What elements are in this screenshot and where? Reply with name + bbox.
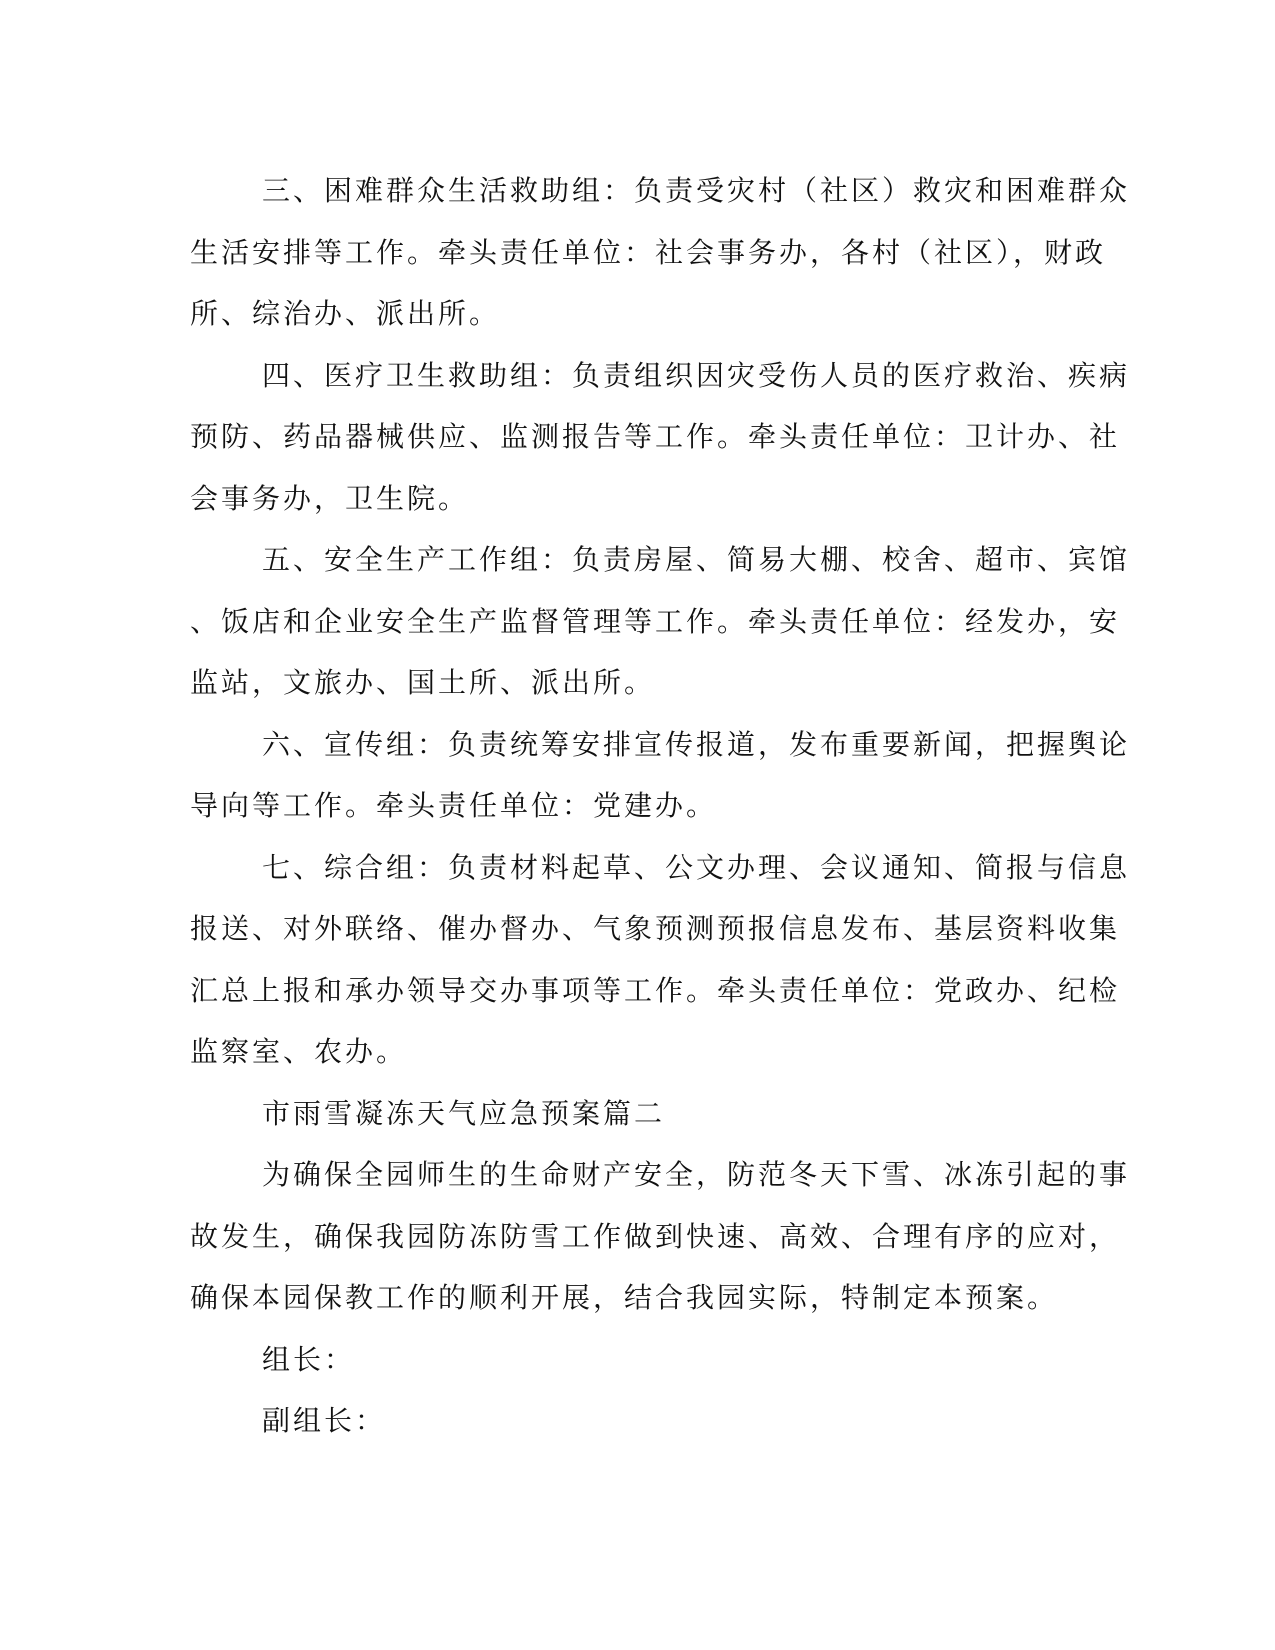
text-line: 确保本园保教工作的顺利开展，结合我园实际，特制定本预案。 [190, 1281, 1059, 1314]
text-line: 六、宣传组：负责统筹安排宣传报道，发布重要新闻，把握舆论 [262, 727, 1131, 761]
text-line: 副组长： [262, 1404, 387, 1437]
text-line: 监站，文旅办、国土所、派出所。 [190, 666, 656, 699]
text-line: 三、困难群众生活救助组：负责受灾村（社区）救灾和困难群众 [262, 174, 1131, 207]
text-line: 七、综合组：负责材料起草、公文办理、会议通知、简报与信息 [262, 850, 1131, 884]
text-line: 会事务办，卫生院。 [190, 481, 470, 515]
text-line: 监察室、农办。 [190, 1035, 408, 1068]
text-line: 汇总上报和承办领导交办事项等工作。牵头责任单位：党政办、纪检 [190, 973, 1121, 1007]
text-line: 所、综治办、派出所。 [190, 297, 501, 330]
text-line: 组长： [262, 1342, 356, 1376]
text-line: 报送、对外联络、催办督办、气象预测预报信息发布、基层资料收集 [190, 912, 1121, 945]
text-line: 为确保全园师生的生命财产安全，防范冬天下雪、冰冻引起的事 [262, 1158, 1131, 1191]
text-line: 五、安全生产工作组：负责房屋、简易大棚、校舍、超市、宾馆 [262, 543, 1131, 576]
text-line: 四、医疗卫生救助组：负责组织因灾受伤人员的医疗救治、疾病 [262, 358, 1131, 392]
text-line: 故发生，确保我园防冻防雪工作做到快速、高效、合理有序的应对， [190, 1219, 1121, 1253]
text-line: 导向等工作。牵头责任单位：党建办。 [190, 789, 718, 822]
section-heading: 市雨雪凝冻天气应急预案篇二 [262, 1096, 666, 1130]
text-line: 、饭店和企业安全生产监督管理等工作。牵头责任单位：经发办，安 [190, 604, 1121, 638]
text-line: 生活安排等工作。牵头责任单位：社会事务办，各村（社区），财政 [190, 235, 1107, 269]
document-body [190, 160, 1131, 1452]
text-line: 预防、药品器械供应、监测报告等工作。牵头责任单位：卫计办、社 [190, 420, 1121, 453]
